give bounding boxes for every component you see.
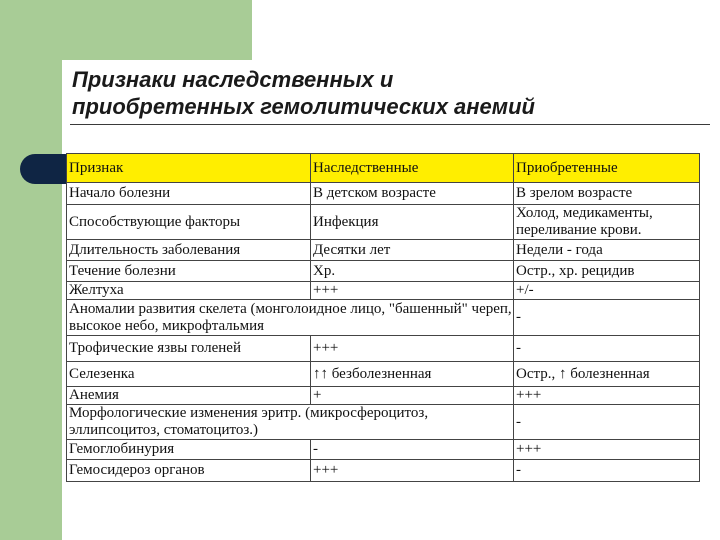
table-row xyxy=(67,405,700,440)
cell-hereditary: + xyxy=(311,387,514,405)
table-row xyxy=(67,440,700,460)
cell-hereditary: ↑↑ безболезненная xyxy=(311,362,514,387)
table-row xyxy=(67,300,700,336)
cell-feature-wide: Морфологические изменения эритр. (микросфероцитоз, эллипсоцитоз, стоматоцитоз.) xyxy=(67,405,514,440)
cell-hereditary: - xyxy=(311,440,514,460)
cell-hereditary: +++ xyxy=(311,460,514,482)
cell-feature: Трофические язвы голеней xyxy=(67,336,311,362)
cell-hereditary: В детском возрасте xyxy=(311,183,514,205)
cell-acquired: +/- xyxy=(514,282,700,300)
cell-acquired: +++ xyxy=(514,387,700,405)
cell-hereditary: +++ xyxy=(311,282,514,300)
cell-feature: Длительность заболевания xyxy=(67,240,311,261)
cell-acquired: - xyxy=(514,336,700,362)
header-acquired: Приобретенные xyxy=(514,154,700,183)
cell-acquired: Холод, медикаменты, переливание крови. xyxy=(514,205,700,240)
cell-acquired: - xyxy=(514,300,700,336)
title-underline xyxy=(70,124,710,125)
title-line-2: приобретенных гемолитических анемий xyxy=(72,94,535,119)
cell-feature: Анемия xyxy=(67,387,311,405)
cell-feature: Начало болезни xyxy=(67,183,311,205)
cell-hereditary: Десятки лет xyxy=(311,240,514,261)
cell-acquired: - xyxy=(514,460,700,482)
table-row xyxy=(67,183,700,205)
table-header-row xyxy=(67,154,700,183)
slide-title xyxy=(72,66,712,120)
cell-feature: Гемосидероз органов xyxy=(67,460,311,482)
cell-acquired: +++ xyxy=(514,440,700,460)
cell-feature-wide: Аномалии развития скелета (монголоидное лицо, "башенный" череп, высокое небо, микрофтальмия xyxy=(67,300,514,336)
table-row xyxy=(67,460,700,482)
cell-feature: Течение болезни xyxy=(67,261,311,282)
table-row xyxy=(67,282,700,300)
cell-acquired: Недели - года xyxy=(514,240,700,261)
cell-hereditary: Инфекция xyxy=(311,205,514,240)
cell-acquired: Остр., ↑ болезненная xyxy=(514,362,700,387)
header-hereditary: Наследственные xyxy=(311,154,514,183)
cell-hereditary: Хр. xyxy=(311,261,514,282)
cell-feature: Способствующие факторы xyxy=(67,205,311,240)
table-row xyxy=(67,387,700,405)
cell-hereditary: +++ xyxy=(311,336,514,362)
cell-acquired: - xyxy=(514,405,700,440)
title-line-1: Признаки наследственных и xyxy=(72,67,394,92)
anemia-comparison-table xyxy=(66,153,700,482)
header-feature: Признак xyxy=(67,154,311,183)
cell-acquired: В зрелом возрасте xyxy=(514,183,700,205)
cell-acquired: Остр., хр. рецидив xyxy=(514,261,700,282)
table-row xyxy=(67,261,700,282)
table-row xyxy=(67,336,700,362)
table-row xyxy=(67,205,700,240)
cell-feature: Гемоглобинурия xyxy=(67,440,311,460)
table-row xyxy=(67,240,700,261)
cell-feature: Желтуха xyxy=(67,282,311,300)
cell-feature: Селезенка xyxy=(67,362,311,387)
table-row xyxy=(67,362,700,387)
